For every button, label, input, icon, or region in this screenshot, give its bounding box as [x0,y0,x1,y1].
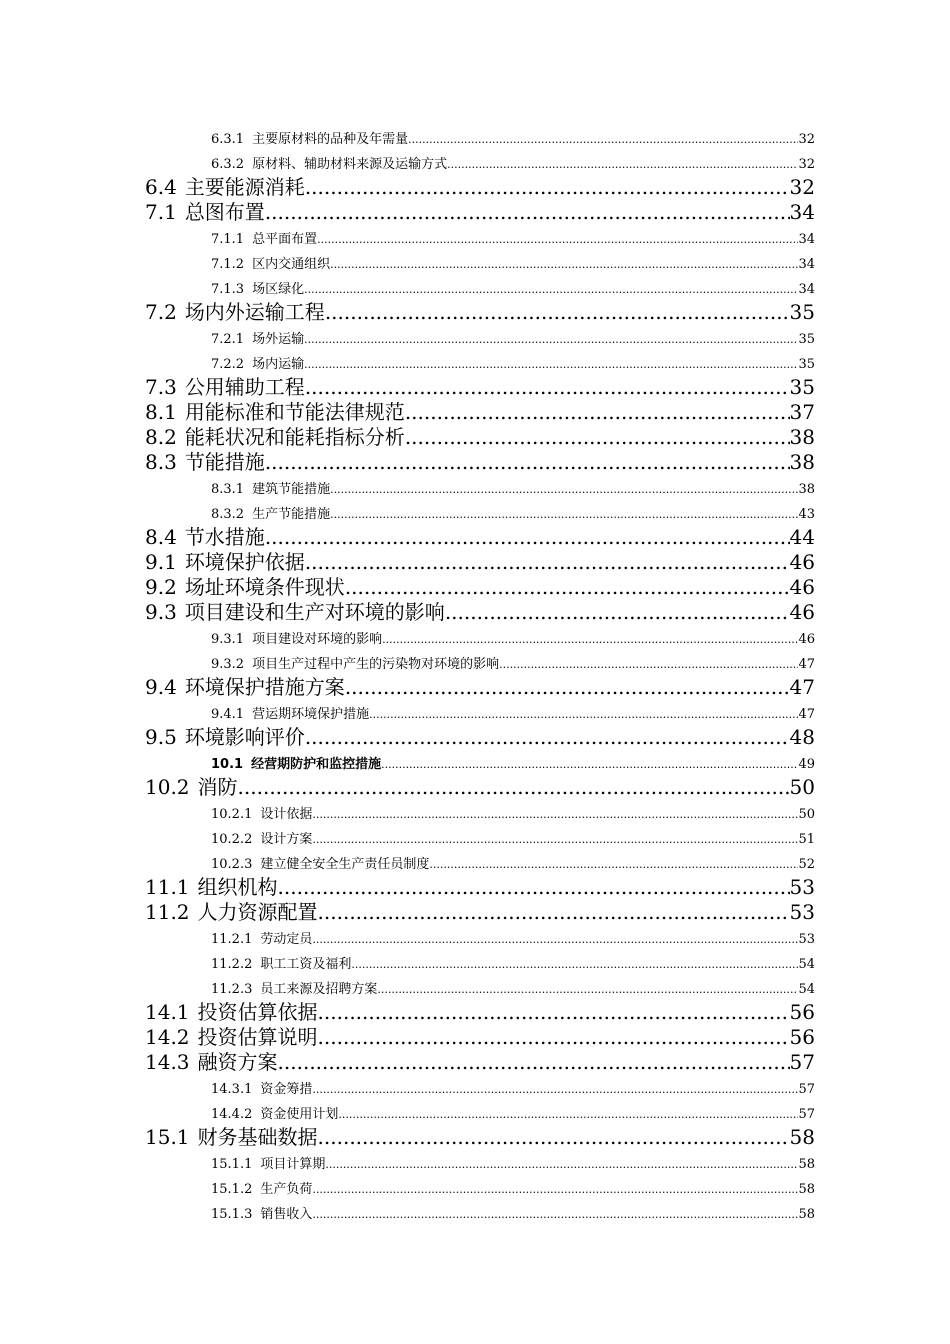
toc-entry-number: 9.4.1 [211,707,245,722]
toc-entry-number: 7.1.3 [211,282,245,297]
toc-entry-label [211,1081,312,1099]
toc-entry-title: 资金使用计划 [260,1107,339,1122]
toc-entry-page-number: 35 [798,357,815,372]
toc-entry-page-number: 48 [789,725,815,749]
toc-entry-section[interactable] [0,374,815,399]
toc-entry-page-number: 46 [789,600,815,624]
toc-entry-title: 节能措施 [184,450,265,474]
toc-entry-label [145,450,265,474]
dot-leader [312,1206,798,1224]
toc-entry-section[interactable] [0,1024,815,1049]
dot-leader [318,1000,790,1024]
toc-entry-subsection[interactable] [0,1174,815,1199]
toc-entry-subsection[interactable] [0,949,815,974]
toc-entry-title: 场址环境条件现状 [184,575,345,599]
toc-entry-page-number: 56 [789,1025,815,1049]
toc-entry-title: 职工工资及福利 [260,957,352,972]
dot-leader [408,131,798,149]
toc-entry-page-number: 34 [798,257,815,272]
toc-entry-number: 7.2.2 [211,357,245,372]
dot-leader [330,506,798,524]
toc-entry-page-number: 35 [789,300,815,324]
toc-entry-subsection[interactable] [0,249,815,274]
toc-entry-page-number: 51 [798,832,815,847]
toc-entry-page-number: 47 [789,675,815,699]
toc-entry-page-number: 38 [789,450,815,474]
toc-entry-number: 14.4.2 [211,1107,253,1122]
dot-leader [369,706,798,724]
toc-entry-section[interactable] [0,549,815,574]
toc-entry-label [145,425,405,449]
toc-entry-page-number: 34 [798,232,815,247]
toc-entry-label [211,981,377,999]
toc-entry-subsection[interactable] [0,849,815,874]
toc-entry-page-number: 57 [798,1107,815,1122]
toc-entry-subsection[interactable] [0,1149,815,1174]
toc-entry-label [145,1025,318,1049]
toc-entry-subsection[interactable] [0,224,815,249]
toc-entry-title: 环境保护依据 [184,550,305,574]
toc-entry-section[interactable] [0,1049,815,1074]
toc-entry-label [211,831,312,849]
toc-entry-title: 主要原材料的品种及年需量 [252,132,409,147]
toc-entry-number: 14.3.1 [211,1082,253,1097]
dot-leader [238,775,790,799]
toc-entry-page-number: 56 [789,1000,815,1024]
dot-leader [318,1125,790,1149]
toc-entry-number: 10.2.1 [211,807,253,822]
dot-leader [447,156,798,174]
toc-entry-page-number: 58 [789,1125,815,1149]
toc-entry-title: 投资估算依据 [197,1000,318,1024]
toc-entry-number: 8.3.2 [211,507,245,522]
toc-entry-subsection[interactable] [0,499,815,524]
toc-entry-title: 员工来源及招聘方案 [260,982,378,997]
toc-entry-subsection[interactable] [0,1074,815,1099]
toc-entry-label [145,875,278,899]
dot-leader [312,1181,798,1199]
dot-leader [325,300,790,324]
toc-entry-page-number: 32 [798,157,815,172]
toc-entry-subsection[interactable] [0,699,815,724]
toc-entry-title: 项目生产过程中产生的污染物对环境的影响 [252,657,500,672]
dot-leader [318,1025,790,1049]
toc-entry-title: 消防 [197,775,238,799]
toc-entry-subsection[interactable] [0,749,815,774]
toc-entry-title: 环境影响评价 [184,725,305,749]
toc-entry-label [145,175,305,199]
toc-entry-title: 融资方案 [197,1050,278,1074]
toc-entry-page-number: 46 [789,575,815,599]
dot-leader [345,575,790,599]
toc-entry-section[interactable] [0,599,815,624]
toc-entry-page-number: 58 [798,1157,815,1172]
dot-leader [345,675,790,699]
toc-entry-title: 总平面布置 [252,232,318,247]
toc-entry-title: 营运期环境保护措施 [252,707,370,722]
toc-entry-label [145,300,325,324]
toc-entry-number: 7.2.1 [211,332,245,347]
dot-leader [405,400,790,424]
toc-entry-title: 劳动定员 [260,932,313,947]
toc-entry-title: 经营期防护和监控措施 [251,757,382,772]
dot-leader [499,656,798,674]
toc-entry-number: 8.3 [145,450,177,474]
toc-entry-subsection[interactable] [0,924,815,949]
toc-entry-section[interactable] [0,899,815,924]
toc-entry-label [145,775,238,799]
toc-entry-number: 7.2 [145,300,177,324]
dot-leader [317,231,798,249]
dot-leader [312,831,798,849]
toc-entry-label [211,331,304,349]
toc-entry-page-number: 57 [798,1082,815,1097]
dot-leader [265,450,790,474]
toc-entry-number: 6.3.2 [211,157,245,172]
toc-entry-subsection[interactable] [0,974,815,999]
toc-entry-subsection[interactable] [0,274,815,299]
toc-entry-section[interactable] [0,1124,815,1149]
dot-leader [338,1106,798,1124]
toc-entry-number: 11.2.1 [211,932,253,947]
toc-entry-number: 9.3 [145,600,177,624]
dot-leader [330,481,798,499]
toc-entry-section[interactable] [0,399,815,424]
toc-entry-subsection[interactable] [0,124,815,149]
toc-entry-section[interactable] [0,874,815,899]
toc-entry-number: 10.2 [145,775,190,799]
toc-entry-number: 6.4 [145,175,177,199]
toc-entry-label [211,356,304,374]
dot-leader [382,631,798,649]
dot-leader [312,931,798,949]
toc-entry-page-number: 54 [798,982,815,997]
toc-entry-subsection[interactable] [0,799,815,824]
toc-entry-subsection[interactable] [0,649,815,674]
dot-leader [312,806,798,824]
toc-entry-number: 7.1.2 [211,257,245,272]
toc-entry-page-number: 53 [798,932,815,947]
dot-leader [278,875,790,899]
toc-entry-title: 主要能源消耗 [184,175,305,199]
toc-entry-page-number: 50 [798,807,815,822]
toc-entry-label [211,131,408,149]
toc-entry-page-number: 53 [789,875,815,899]
toc-entry-title: 销售收入 [260,1207,313,1222]
toc-entry-label [211,756,381,774]
toc-entry-label [211,506,330,524]
toc-entry-title: 用能标准和节能法律规范 [184,400,405,424]
toc-entry-page-number: 54 [798,957,815,972]
toc-entry-number: 14.2 [145,1025,190,1049]
toc-entry-title: 生产节能措施 [252,507,331,522]
toc-entry-section[interactable] [0,774,815,799]
toc-entry-title: 财务基础数据 [197,1125,318,1149]
toc-entry-title: 场内运输 [252,357,305,372]
dot-leader [429,856,798,874]
toc-entry-page-number: 47 [798,657,815,672]
toc-entry-number: 15.1 [145,1125,190,1149]
toc-entry-label [211,231,317,249]
dot-leader [405,425,790,449]
toc-entry-subsection[interactable] [0,1099,815,1124]
toc-entry-title: 场内外运输工程 [184,300,325,324]
toc-entry-section[interactable] [0,424,815,449]
toc-entry-number: 10.1 [211,757,244,772]
toc-entry-title: 建立健全安全生产责任员制度 [260,857,430,872]
toc-entry-number: 6.3.1 [211,132,245,147]
toc-entry-page-number: 53 [789,900,815,924]
toc-entry-number: 9.2 [145,575,177,599]
toc-entry-label [211,1206,312,1224]
dot-leader [305,175,790,199]
toc-entry-subsection[interactable] [0,1199,815,1224]
toc-entry-subsection[interactable] [0,824,815,849]
toc-entry-label [145,1125,318,1149]
toc-entry-page-number: 35 [798,332,815,347]
toc-entry-number: 9.3.2 [211,657,245,672]
toc-entry-number: 9.1 [145,550,177,574]
toc-entry-label [145,550,305,574]
dot-leader [330,256,798,274]
toc-entry-label [145,200,265,224]
toc-entry-subsection[interactable] [0,149,815,174]
toc-entry-section[interactable] [0,999,815,1024]
dot-leader [265,200,790,224]
dot-leader [305,550,790,574]
toc-entry-label [145,375,305,399]
toc-entry-title: 环境保护措施方案 [184,675,345,699]
toc-entry-number: 11.2 [145,900,190,924]
dot-leader [318,900,790,924]
toc-entry-title: 设计方案 [260,832,313,847]
toc-entry-page-number: 44 [789,525,815,549]
dot-leader [265,525,790,549]
toc-entry-number: 8.2 [145,425,177,449]
toc-entry-page-number: 37 [789,400,815,424]
toc-entry-section[interactable] [0,199,815,224]
toc-entry-number: 15.1.3 [211,1207,253,1222]
toc-entry-title: 场区绿化 [252,282,305,297]
toc-entry-section[interactable] [0,524,815,549]
toc-entry-title: 项目建设对环境的影响 [252,632,383,647]
dot-leader [304,281,798,299]
toc-entry-page-number: 52 [798,857,815,872]
toc-entry-title: 场外运输 [252,332,305,347]
toc-entry-title: 能耗状况和能耗指标分析 [184,425,405,449]
dot-leader [305,725,790,749]
dot-leader [304,356,798,374]
toc-entry-number: 9.5 [145,725,177,749]
toc-entry-number: 8.4 [145,525,177,549]
toc-entry-title: 项目计算期 [260,1157,326,1172]
dot-leader [325,1156,798,1174]
toc-entry-section[interactable] [0,674,815,699]
toc-entry-label [145,725,305,749]
toc-entry-subsection[interactable] [0,324,815,349]
toc-entry-title: 区内交通组织 [252,257,331,272]
toc-entry-label [211,1156,325,1174]
toc-entry-page-number: 50 [789,775,815,799]
toc-entry-subsection[interactable] [0,474,815,499]
toc-entry-page-number: 46 [798,632,815,647]
toc-entry-label [145,1050,278,1074]
dot-leader [304,331,798,349]
toc-entry-label [145,575,345,599]
toc-entry-page-number: 58 [798,1182,815,1197]
toc-entry-page-number: 32 [798,132,815,147]
toc-entry-title: 总图布置 [184,200,265,224]
toc-entry-label [211,156,447,174]
toc-entry-subsection[interactable] [0,349,815,374]
toc-entry-page-number: 46 [789,550,815,574]
toc-entry-page-number: 35 [789,375,815,399]
toc-entry-subsection[interactable] [0,624,815,649]
toc-entry-label [145,675,345,699]
toc-entry-page-number: 47 [798,707,815,722]
toc-entry-section[interactable] [0,299,815,324]
toc-entry-number: 9.3.1 [211,632,245,647]
toc-entry-label [211,1106,338,1124]
toc-entry-title: 资金筹措 [260,1082,313,1097]
toc-entry-label [211,631,382,649]
toc-entry-number: 15.1.2 [211,1182,253,1197]
toc-entry-page-number: 43 [798,507,815,522]
toc-entry-page-number: 34 [789,200,815,224]
toc-entry-title: 设计依据 [260,807,313,822]
toc-entry-number: 7.1 [145,200,177,224]
toc-entry-number: 14.3 [145,1050,190,1074]
dot-leader [305,375,790,399]
toc-entry-label [211,481,330,499]
toc-entry-label [145,900,318,924]
toc-entry-label [211,656,499,674]
toc-entry-number: 11.2.3 [211,982,253,997]
toc-entry-section[interactable] [0,724,815,749]
toc-entry-label [211,256,330,274]
toc-entry-label [211,856,429,874]
dot-leader [377,981,798,999]
toc-entry-number: 8.3.1 [211,482,245,497]
toc-entry-number: 7.3 [145,375,177,399]
toc-entry-page-number: 38 [798,482,815,497]
toc-entry-label [145,1000,318,1024]
table-of-contents [0,124,950,1224]
toc-entry-number: 10.2.3 [211,857,253,872]
dot-leader [381,756,798,774]
toc-entry-label [145,600,445,624]
toc-entry-label [211,806,312,824]
toc-entry-title: 项目建设和生产对环境的影响 [184,600,445,624]
toc-entry-section[interactable] [0,174,815,199]
toc-entry-title: 公用辅助工程 [184,375,305,399]
toc-entry-title: 建筑节能措施 [252,482,331,497]
toc-entry-label [145,525,265,549]
dot-leader [312,1081,798,1099]
toc-entry-title: 原材料、辅助材料来源及运输方式 [252,157,448,172]
dot-leader [445,600,790,624]
toc-entry-title: 节水措施 [184,525,265,549]
toc-entry-number: 10.2.2 [211,832,253,847]
toc-entry-title: 人力资源配置 [197,900,318,924]
toc-entry-number: 9.4 [145,675,177,699]
toc-entry-label [211,281,304,299]
toc-entry-label [211,1181,312,1199]
toc-entry-page-number: 57 [789,1050,815,1074]
toc-entry-label [211,706,369,724]
toc-entry-page-number: 49 [798,757,815,772]
toc-entry-page-number: 38 [789,425,815,449]
toc-entry-number: 11.1 [145,875,190,899]
dot-leader [278,1050,790,1074]
toc-entry-page-number: 32 [789,175,815,199]
toc-entry-number: 8.1 [145,400,177,424]
toc-entry-page-number: 58 [798,1207,815,1222]
toc-entry-label [211,931,312,949]
toc-entry-section[interactable] [0,449,815,474]
toc-entry-number: 14.1 [145,1000,190,1024]
toc-entry-label [145,400,405,424]
toc-entry-section[interactable] [0,574,815,599]
dot-leader [351,956,798,974]
toc-entry-number: 11.2.2 [211,957,253,972]
toc-entry-title: 投资估算说明 [197,1025,318,1049]
toc-entry-number: 15.1.1 [211,1157,253,1172]
toc-entry-label [211,956,351,974]
toc-entry-number: 7.1.1 [211,232,245,247]
toc-entry-title: 组织机构 [197,875,278,899]
toc-entry-page-number: 34 [798,282,815,297]
toc-entry-title: 生产负荷 [260,1182,313,1197]
